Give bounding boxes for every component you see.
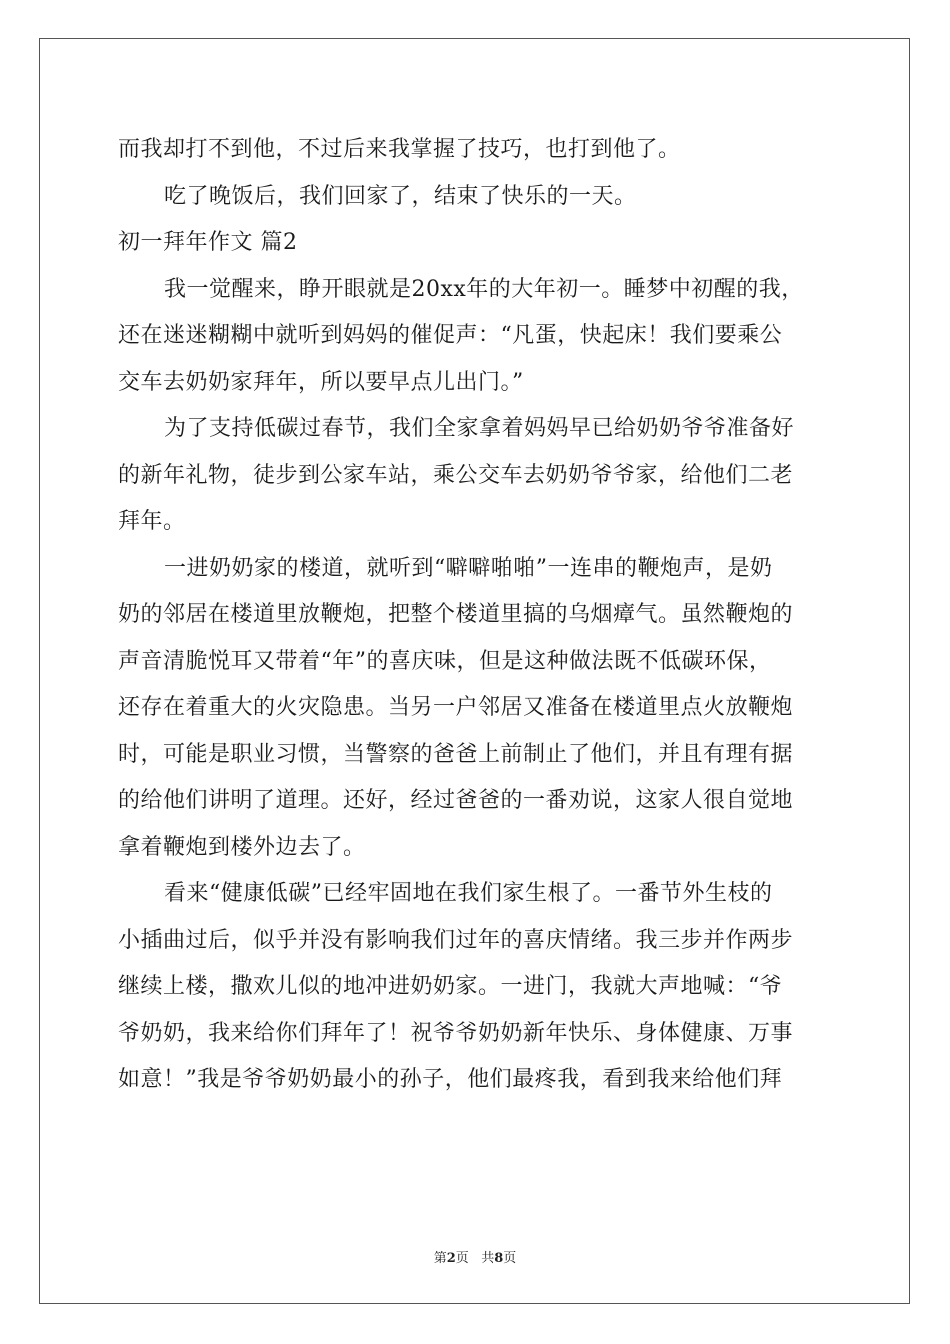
text-line-15: 的给他们讲明了道理。还好，经过爸爸的一番劝说，这家人很自觉地 bbox=[118, 788, 794, 813]
footer-page-suffix: 页 bbox=[455, 1251, 469, 1266]
footer-total-prefix: 共 bbox=[481, 1251, 495, 1266]
text-line-10: 一进奶奶家的楼道，就听到“噼噼啪啪”一连串的鞭炮声，是奶 bbox=[164, 555, 773, 581]
text-line-9: 拜年。 bbox=[118, 509, 186, 534]
footer-total-suffix: 页 bbox=[503, 1251, 517, 1266]
text-line-4: 我一觉醒来，睁开眼就是20xx年的大年初一。睡梦中初醒的我， bbox=[164, 276, 804, 302]
text-line-21: 如意！”我是爷爷奶奶最小的孙子，他们最疼我，看到我来给他们拜 bbox=[118, 1067, 783, 1092]
text-line-18: 小插曲过后，似乎并没有影响我们过年的喜庆情绪。我三步并作两步 bbox=[118, 927, 794, 953]
text-line-5: 还在迷迷糊糊中就听到妈妈的催促声：“凡蛋，快起床！我们要乘公 bbox=[118, 323, 783, 348]
document-body bbox=[118, 130, 834, 1107]
text-line-2: 吃了晚饭后，我们回家了，结束了快乐的一天。 bbox=[164, 183, 637, 209]
text-line-19: 继续上楼，撒欢儿似的地冲进奶奶家。一进门，我就大声地喊：“爷 bbox=[118, 974, 783, 999]
section-heading: 初一拜年作文 篇2 bbox=[118, 230, 298, 255]
footer-page-number: 2 bbox=[446, 1251, 456, 1266]
text-line-1: 而我却打不到他，不过后来我掌握了技巧，也打到他了。 bbox=[118, 137, 681, 162]
text-line-8: 的新年礼物，徒步到公家车站，乘公交车去奶奶爷爷家，给他们二老 bbox=[118, 462, 794, 488]
footer-total-pages: 8 bbox=[494, 1251, 504, 1266]
text-line-16: 拿着鞭炮到楼外边去了。 bbox=[118, 834, 366, 860]
page-footer bbox=[0, 1247, 950, 1266]
text-line-11: 奶的邻居在楼道里放鞭炮，把整个楼道里搞的乌烟瘴气。虽然鞭炮的 bbox=[118, 602, 794, 627]
text-line-7: 为了支持低碳过春节，我们全家拿着妈妈早已给奶奶爷爷准备好 bbox=[164, 416, 795, 441]
text-line-20: 爷奶奶，我来给你们拜年了！祝爷爷奶奶新年快乐、身体健康、万事 bbox=[118, 1020, 794, 1046]
text-line-14: 时，可能是职业习惯，当警察的爸爸上前制止了他们，并且有理有据 bbox=[118, 741, 794, 767]
text-line-13: 还存在着重大的火灾隐患。当另一户邻居又准备在楼道里点火放鞭炮 bbox=[118, 695, 794, 720]
text-line-17: 看来“健康低碳”已经牢固地在我们家生根了。一番节外生枝的 bbox=[164, 881, 773, 906]
footer-prefix: 第 bbox=[433, 1251, 447, 1266]
text-line-6: 交车去奶奶家拜年，所以要早点儿出门。” bbox=[118, 369, 524, 395]
text-line-12: 声音清脆悦耳又带着“年”的喜庆味，但是这种做法既不低碳环保， bbox=[118, 648, 772, 674]
